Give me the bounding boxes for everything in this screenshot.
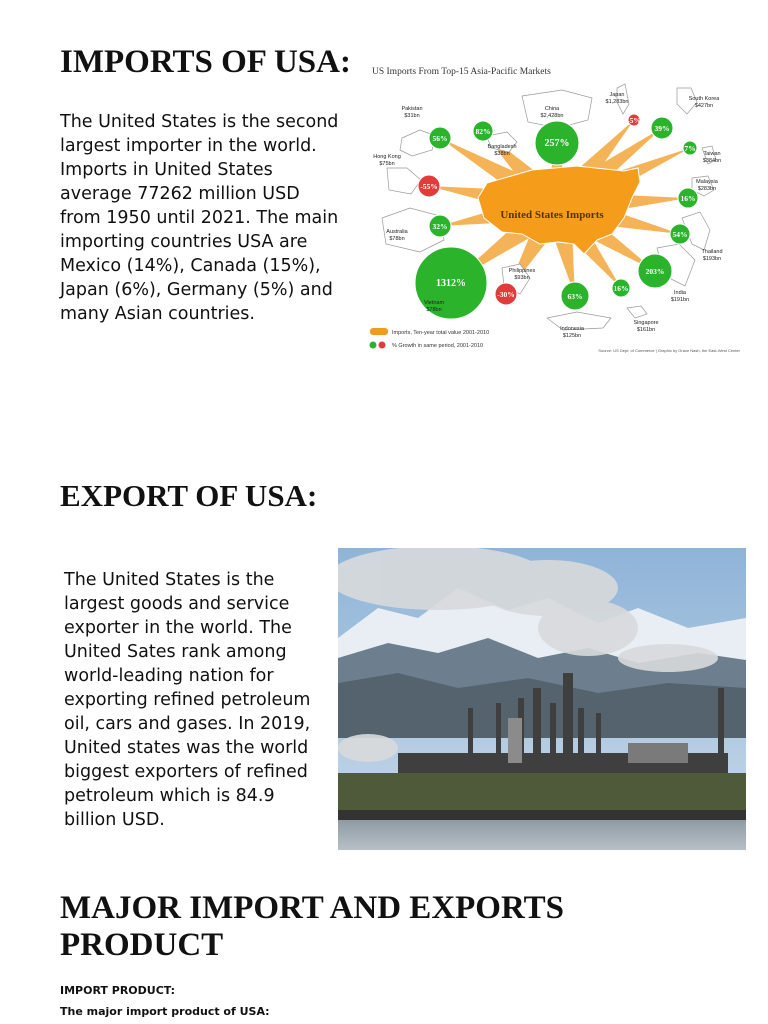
refinery-photo xyxy=(338,548,746,850)
center-label: United States Imports xyxy=(500,209,604,221)
market-name: Bangladesh xyxy=(487,144,517,150)
market-value: $31bn xyxy=(404,113,420,119)
market-name: Japan xyxy=(609,92,625,98)
market-name: South Korea xyxy=(688,96,720,102)
import-product-label: IMPORT PRODUCT: xyxy=(60,984,176,997)
market-value: $93bn xyxy=(514,275,530,281)
market-name: Malaysia xyxy=(696,179,718,185)
market-value: $78bn xyxy=(389,236,405,242)
market-name: Hong Kong xyxy=(373,154,401,160)
growth-label: 39% xyxy=(654,124,670,133)
growth-label: 16% xyxy=(680,194,696,203)
growth-label: 54% xyxy=(672,230,688,239)
growth-label: 7% xyxy=(684,144,696,153)
infographic-source: Source: US Dept. of Commerce | Graphic by Grace Nash, the East-West Center xyxy=(598,348,740,353)
growth-label: 82% xyxy=(475,127,491,136)
market-value: $193bn xyxy=(702,256,722,262)
growth-label: 1312% xyxy=(436,278,466,289)
legend-growth: % Growth in same period, 2001-2010 xyxy=(392,343,484,349)
growth-label: -30% xyxy=(497,290,515,299)
market-name: Indonesia xyxy=(560,326,584,332)
imports-infographic xyxy=(362,58,746,358)
growth-label: 56% xyxy=(432,134,448,143)
market-value: $161bn xyxy=(636,327,656,333)
major-heading: MAJOR IMPORT AND EXPORTS PRODUCT xyxy=(60,890,565,963)
growth-label: -55% xyxy=(420,182,438,191)
growth-label: 203% xyxy=(645,267,665,276)
market-value: $38bn xyxy=(494,151,510,157)
market-name: Thailand xyxy=(701,249,723,255)
market-value: $125bn xyxy=(562,333,582,339)
growth-label: 16% xyxy=(613,284,629,293)
market-value: $191bn xyxy=(670,297,690,303)
growth-label: 63% xyxy=(567,292,583,301)
infographic-title: US Imports From Top-15 Asia-Pacific Markets xyxy=(372,67,551,77)
market-name: Pakistan xyxy=(401,106,423,112)
market-name: Singapore xyxy=(633,320,659,326)
market-name: Australia xyxy=(386,229,408,235)
growth-label: 32% xyxy=(432,222,448,231)
market-value: $384bn xyxy=(702,158,722,164)
imports-heading: IMPORTS OF USA: xyxy=(60,44,351,80)
exports-heading: EXPORT OF USA: xyxy=(60,478,318,513)
market-value: $1,283bn xyxy=(605,99,629,105)
market-name: India xyxy=(674,290,686,296)
market-name: Taiwan xyxy=(703,151,721,157)
market-value: $78bn xyxy=(426,307,442,313)
market-name: China xyxy=(544,106,560,112)
market-name: Philippines xyxy=(508,268,536,274)
growth-label: -5% xyxy=(627,116,641,125)
imports-paragraph: The United States is the second largest importer in the world. Imports in United States average 77262 million USD from 1950 until 2021. The main importing countries USA are Mexico (14%), Canada (15%), Japan (6%), Germany (5%) and many Asian countries. xyxy=(60,112,339,324)
import-product-sub: The major import product of USA: xyxy=(60,1005,270,1018)
legend-value: Imports, Ten-year total value 2001-2010 xyxy=(392,330,490,336)
market-name: Vietnam xyxy=(423,300,445,306)
market-value: $427bn xyxy=(694,103,714,109)
exports-paragraph: The United States is the largest goods and service exporter in the world. The United Sates rank among world-leading nation for exporting refined petroleum oil, cars and gases. In 2019, United states was the world biggest exporters of refined petroleum which is 84.9 billion USD. xyxy=(64,570,311,830)
growth-label: 257% xyxy=(544,138,570,149)
market-value: $283bn xyxy=(697,186,717,192)
market-value: $2,428bn xyxy=(540,113,564,119)
market-value: $75bn xyxy=(379,161,395,167)
